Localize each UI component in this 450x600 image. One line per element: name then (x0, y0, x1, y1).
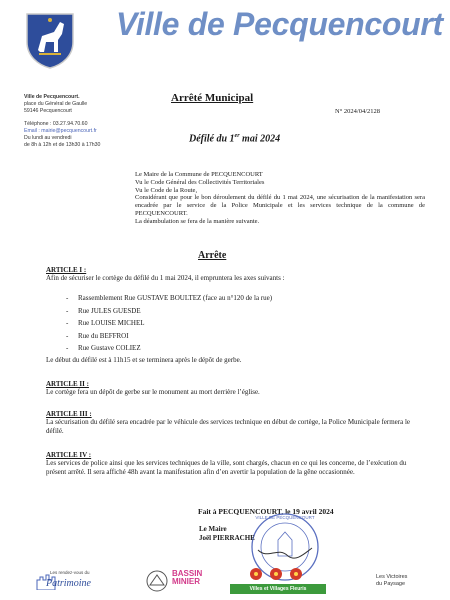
considerant-line: Vu le Code de la Route, (135, 186, 198, 194)
article-text: Afin de sécuriser le cortège du défilé du 1 mai 2024, il empruntera les axes suivants : (46, 274, 285, 283)
document-reference: N° 2024/04/2128 (335, 108, 381, 115)
article-3 (46, 410, 426, 435)
victoires-text (376, 574, 407, 588)
signatory-role: Le Maire (199, 525, 227, 533)
unesco-emblem-icon (146, 570, 168, 592)
considerant-line: La déambulation se fera de la manière suivante. (135, 217, 260, 225)
subtitle-sup: er (234, 133, 240, 139)
bassin-line: BASSIN (172, 569, 203, 578)
article-text: La sécurisation du défilé sera encadrée par le véhicule des services technique en début de cortège, la Police Municipale fermera le défilé. (46, 418, 411, 435)
patrimoine-main-text: Patrimoine (46, 578, 91, 589)
article-title: ARTICLE I : (46, 266, 87, 274)
document-title: Arrêté Municipal (171, 92, 254, 104)
coat-of-arms-logo (24, 10, 76, 70)
list-item: - Rassemblement Rue GUSTAVE BOULTEZ (face au n°120 de la rue) (66, 294, 273, 302)
article-1 (46, 266, 426, 283)
villes-fleuries-logo (230, 564, 326, 596)
bassin-minier-logo (146, 566, 220, 596)
article-title: ARTICLE II : (46, 380, 89, 388)
arrete-heading: Arrête (198, 250, 227, 261)
article-text: Les services de police ainsi que les services techniques de la ville, sont chargés, chacun en ce qui les concerne, de l’exécution du présent arrêté. Il sera affiché 48h avant la manifestation afin d’en avertir la population de la gêne occasionnée. (46, 459, 407, 476)
address-line: 59146 Pecquencourt (24, 108, 72, 114)
hours-line: Du lundi au vendredi (24, 135, 72, 141)
route-name: Rue du BEFFROI (78, 331, 129, 340)
patrimoine-top-text: Les rendez-vous du (50, 570, 90, 575)
considerant-line: Le Maire de la Commune de PECQUENCOURT (135, 171, 263, 178)
route-list (66, 292, 272, 355)
route-name: Rue Gustave COLIEZ (78, 344, 141, 352)
article-1-note: Le début du défilé est à 11h15 et se terminera après le dépôt de gerbe. (46, 356, 242, 364)
stamp-text: VILLE DE PECQUENCOURT (255, 515, 315, 520)
signatory-name: Joël PIERRACHE (199, 533, 255, 542)
considerant-line: Considérant que pour le bon déroulement du défilé du 1 mai 2024, une sécurisation de la manifestation sera encadrée par le service de la Police Municipale et les services technique de la commune de PECQUENCOURT. (135, 194, 425, 217)
document-subtitle (189, 133, 280, 144)
mairie-contact-block (24, 94, 134, 149)
article-2 (46, 380, 426, 397)
article-text: Le cortège fera un dépôt de gerbe sur le monument au mort derrière l’église. (46, 388, 260, 397)
article-4 (46, 451, 426, 476)
address-line: place du Général de Gaulle (24, 101, 88, 107)
signature-block (199, 525, 255, 542)
bassin-text (172, 570, 202, 586)
route-name: Rue JULES GUESDE (78, 306, 141, 315)
list-item: - Rue Gustave COLIEZ (66, 344, 141, 352)
signoff-line: Fait à PECQUENCOURT, le 19 avril 2024 (198, 507, 334, 516)
considerants-block (135, 171, 425, 226)
town-title: Ville de Pecquencourt (116, 6, 443, 42)
list-item: - Rue JULES GUESDE (66, 306, 141, 315)
victoires-paysage-logo (376, 568, 436, 596)
subtitle-suffix: mai 2024 (239, 133, 281, 145)
article-title: ARTICLE IV : (46, 451, 92, 459)
villes-fleuries-text: Villes et Villages Fleuris (230, 584, 326, 594)
patrimoine-logo (26, 568, 122, 596)
email-line[interactable]: Email : mairie@pecquencourt.fr (24, 128, 97, 134)
list-item: - Rue LOUISE MICHEL (66, 319, 145, 327)
bassin-line: MINIER (172, 577, 200, 586)
address-line: Ville de Pecquencourt. (24, 94, 80, 100)
hours-line: de 8h à 12h et de 13h30 à 17h30 (24, 142, 101, 148)
list-item: - Rue du BEFFROI (66, 331, 129, 340)
flowers-icon (242, 566, 312, 584)
route-name: Rassemblement Rue GUSTAVE BOULTEZ (face au n°120 de la rue) (78, 294, 273, 302)
subtitle-prefix: Défilé du 1 (189, 133, 235, 145)
phone-line: Téléphone : 03.27.94.70.60 (24, 121, 88, 127)
victoires-line: du Paysage (376, 581, 406, 587)
route-name: Rue LOUISE MICHEL (78, 319, 145, 327)
article-title: ARTICLE III : (46, 410, 92, 418)
considerant-line: Vu le Code Général des Collectivités Territoriales (135, 178, 265, 186)
victoires-line: Les Victoires (376, 574, 408, 580)
